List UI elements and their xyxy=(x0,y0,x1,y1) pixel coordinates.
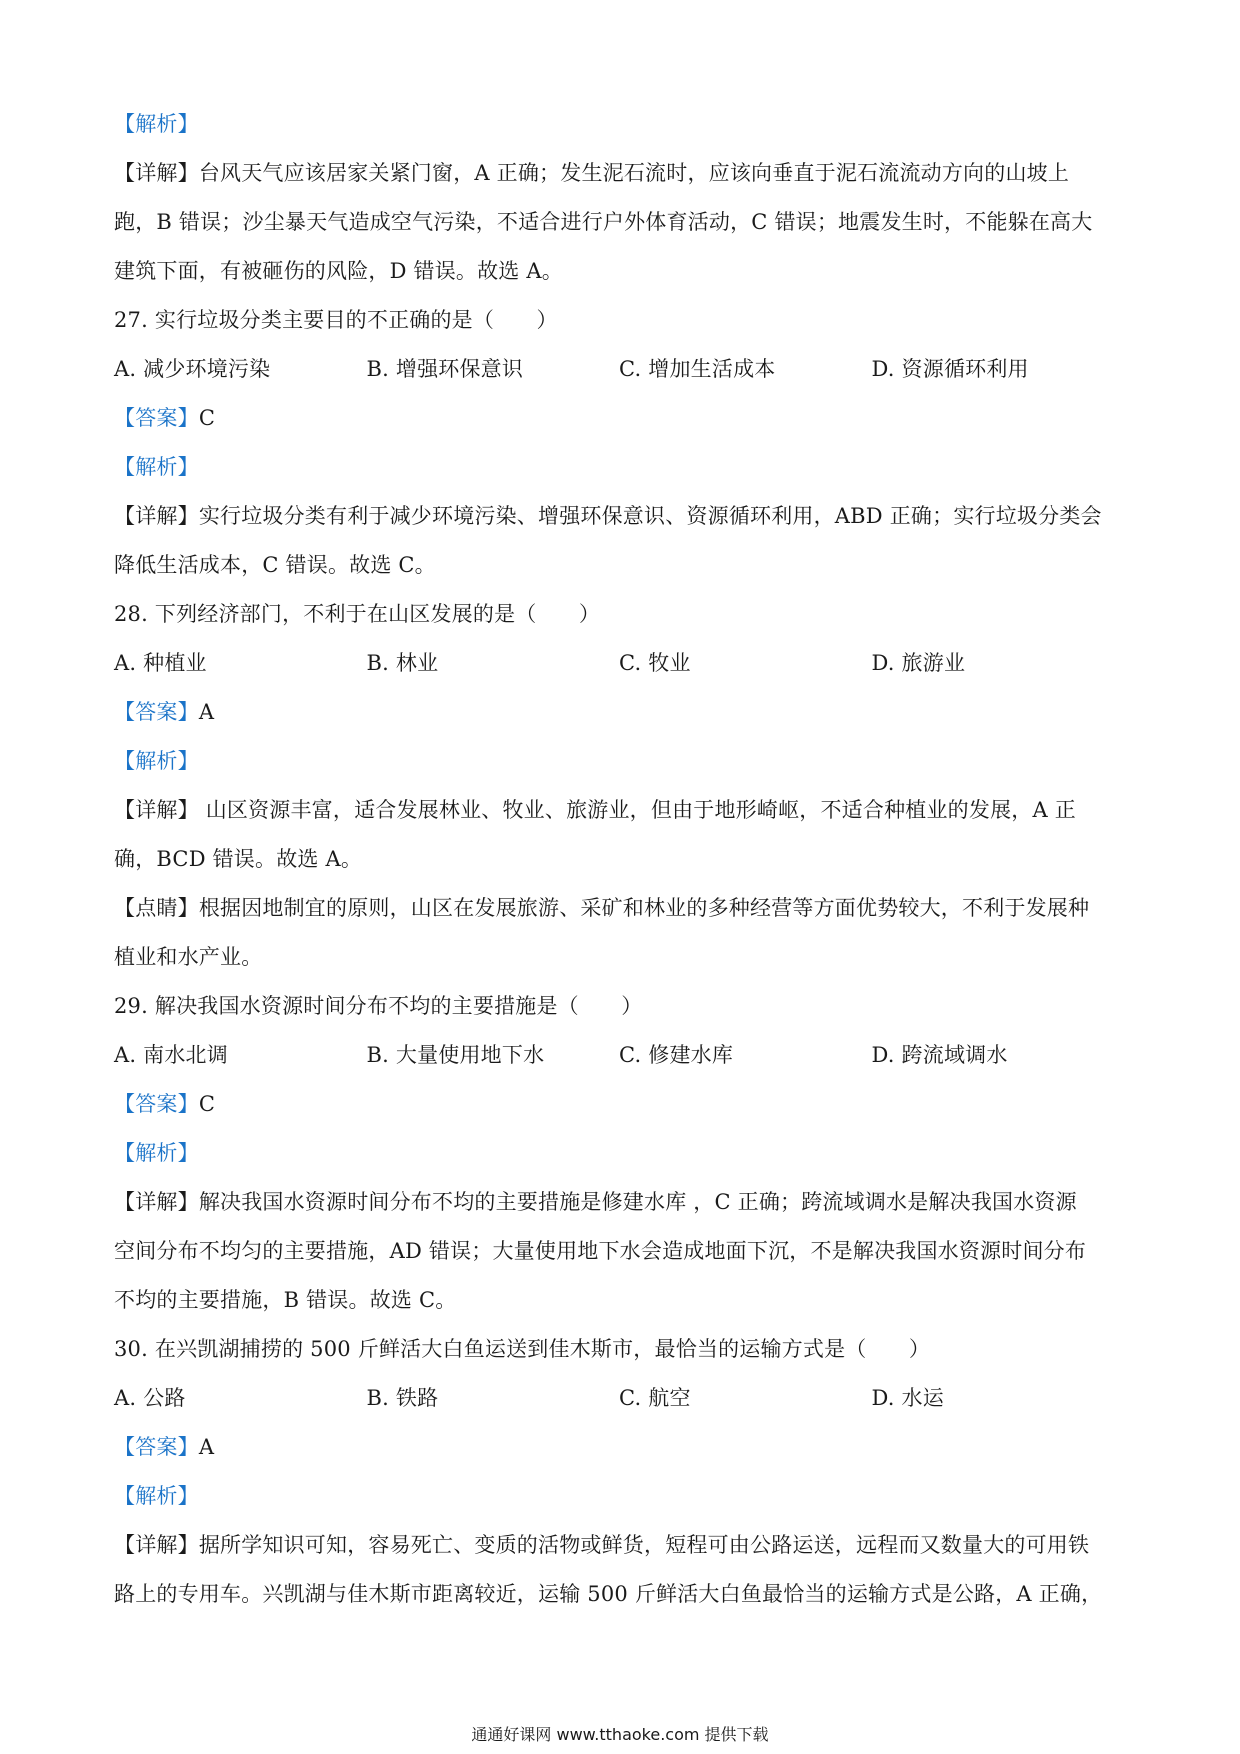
comment-line-28: 植业和水产业。 xyxy=(114,945,263,969)
analysis-tag: 【解析】 xyxy=(114,455,199,479)
detail-line: 跑，B 错误；沙尘暴天气造成空气污染，不适合进行户外体育活动，C 错误；地震发生时，不能躲在高大 xyxy=(114,210,1093,234)
detail-line-29 xyxy=(114,1178,1124,1227)
detail-line-27: 降低生活成本，C 错误。故选 C。 xyxy=(114,553,436,577)
option-c: C. 修建水库 xyxy=(619,1043,734,1067)
analysis-label-28 xyxy=(114,737,1124,786)
option-c: C. 航空 xyxy=(619,1386,691,1410)
detail-tag: 【详解】 xyxy=(114,798,199,822)
answer-value: C xyxy=(198,406,216,430)
detail-text: 台风天气应该居家关紧门窗，A 正确；发生泥石流时，应该向垂直于泥石流流动方向的山坡上 xyxy=(198,161,1070,185)
detail-line-29: 不均的主要措施，B 错误。故选 C。 xyxy=(114,1288,457,1312)
detail-line-29: 空间分布不均匀的主要措施，AD 错误；大量使用地下水会造成地面下沉，不是解决我国水资源时间分布 xyxy=(114,1239,1087,1263)
detail-tag: 【详解】 xyxy=(114,161,199,185)
comment-text: 根据因地制宜的原则，山区在发展旅游、采矿和林业的多种经营等方面优势较大，不利于发展种 xyxy=(198,896,1090,920)
option-d: D. 跨流域调水 xyxy=(871,1043,1008,1067)
detail-line-28 xyxy=(114,786,1124,835)
options-row-28 xyxy=(114,639,1124,688)
analysis-tag: 【解析】 xyxy=(114,112,199,136)
option-c: C. 牧业 xyxy=(619,651,691,675)
option-d: D. 资源循环利用 xyxy=(871,357,1029,381)
detail-tag: 【详解】 xyxy=(114,504,199,528)
detail-line-28: 确，BCD 错误。故选 A。 xyxy=(114,847,363,871)
detail-tag: 【详解】 xyxy=(114,1190,199,1214)
option-c: C. 增加生活成本 xyxy=(619,357,776,381)
option-d: D. 旅游业 xyxy=(871,651,966,675)
answer-line-28 xyxy=(114,688,1124,737)
analysis-label-27 xyxy=(114,443,1124,492)
option-a: A. 南水北调 xyxy=(114,1043,228,1067)
detail-line-30: 路上的专用车。兴凯湖与佳木斯市距离较近，运输 500 斤鲜活大白鱼最恰当的运输方式是公路，A 正确， xyxy=(114,1582,1103,1606)
options-row-27 xyxy=(114,345,1124,394)
option-a: A. 公路 xyxy=(114,1386,186,1410)
answer-line-27 xyxy=(114,394,1124,443)
detail-line: 建筑下面，有被砸伤的风险，D 错误。故选 A。 xyxy=(114,259,563,283)
answer-line-30 xyxy=(114,1423,1124,1472)
options-row-30 xyxy=(114,1374,1124,1423)
answer-tag: 【答案】 xyxy=(114,1435,199,1459)
answer-line-29 xyxy=(114,1080,1124,1129)
answer-tag: 【答案】 xyxy=(114,406,199,430)
option-d: D. 水运 xyxy=(871,1386,944,1410)
detail-text: 山区资源丰富，适合发展林业、牧业、旅游业，但由于地形崎岖，不适合种植业的发展，A 正 xyxy=(198,798,1076,822)
analysis-label xyxy=(114,100,1124,149)
question-stem-29: 29. 解决我国水资源时间分布不均的主要措施是（ ） xyxy=(114,994,643,1018)
analysis-tag: 【解析】 xyxy=(114,1484,199,1508)
page-footer: 通通好课网 www.tthaoke.com 提供下载 xyxy=(471,1725,769,1744)
option-b: B. 林业 xyxy=(366,651,439,675)
detail-line xyxy=(114,149,1124,198)
answer-value: C xyxy=(198,1092,216,1116)
comment-line-28 xyxy=(114,884,1124,933)
option-b: B. 铁路 xyxy=(366,1386,439,1410)
option-b: B. 增强环保意识 xyxy=(366,357,524,381)
answer-value: A xyxy=(198,700,215,724)
option-a: A. 减少环境污染 xyxy=(114,357,271,381)
option-a: A. 种植业 xyxy=(114,651,207,675)
question-stem-27: 27. 实行垃圾分类主要目的不正确的是（ ） xyxy=(114,308,558,332)
detail-line-27 xyxy=(114,492,1124,541)
detail-text: 实行垃圾分类有利于减少环境污染、增强环保意识、资源循环利用，ABD 正确；实行垃圾分类会 xyxy=(198,504,1102,528)
question-stem-30: 30. 在兴凯湖捕捞的 500 斤鲜活大白鱼运送到佳木斯市，最恰当的运输方式是（ ） xyxy=(114,1337,931,1361)
answer-tag: 【答案】 xyxy=(114,1092,199,1116)
answer-value: A xyxy=(198,1435,215,1459)
answer-tag: 【答案】 xyxy=(114,700,199,724)
options-row-29 xyxy=(114,1031,1124,1080)
question-stem-28: 28. 下列经济部门，不利于在山区发展的是（ ） xyxy=(114,602,601,626)
analysis-tag: 【解析】 xyxy=(114,749,199,773)
option-b: B. 大量使用地下水 xyxy=(366,1043,545,1067)
analysis-label-29 xyxy=(114,1129,1124,1178)
detail-text: 据所学知识可知，容易死亡、变质的活物或鲜货，短程可由公路运送，远程而又数量大的可用铁 xyxy=(198,1533,1090,1557)
page-content xyxy=(114,100,1124,1619)
detail-line-30 xyxy=(114,1521,1124,1570)
detail-text: 解决我国水资源时间分布不均的主要措施是修建水库 ，C 正确；跨流域调水是解决我国水资源 xyxy=(198,1190,1077,1214)
analysis-tag: 【解析】 xyxy=(114,1141,199,1165)
analysis-label-30 xyxy=(114,1472,1124,1521)
detail-tag: 【详解】 xyxy=(114,1533,199,1557)
comment-tag: 【点睛】 xyxy=(114,896,199,920)
